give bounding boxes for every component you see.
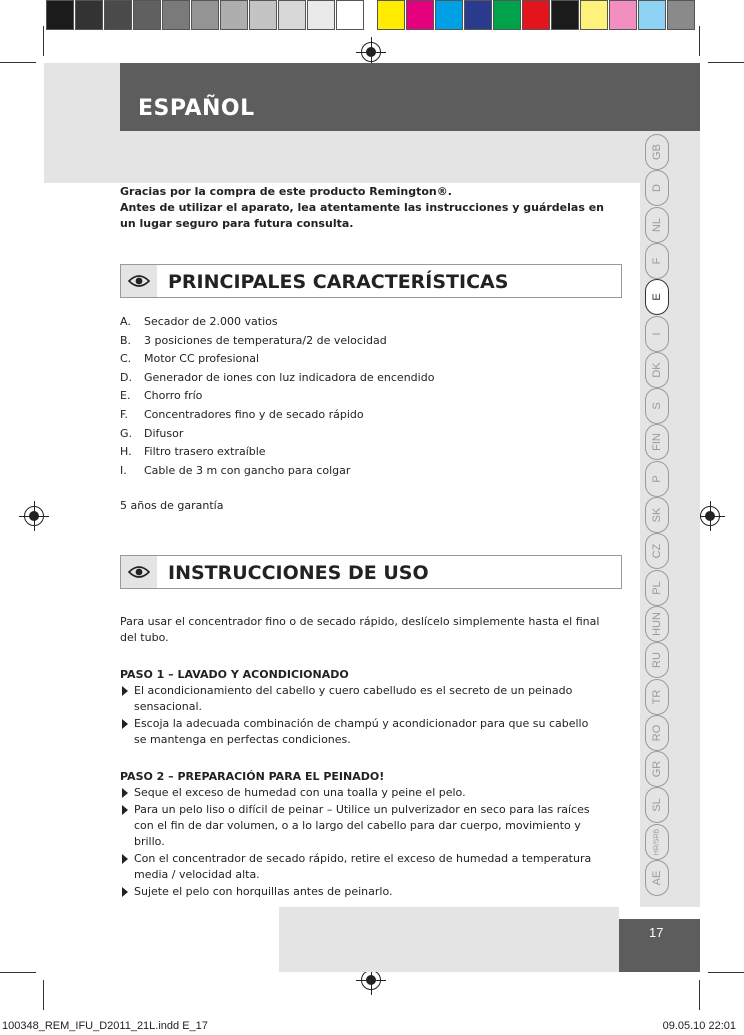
language-tab-s[interactable] [645,388,669,424]
bullet-text: Con el concentrador de secado rápido, retire el exceso de humedad a temperatura media / velocidad alta. [134,852,592,881]
section-header-instructions [120,555,622,589]
bullet-item [120,851,604,883]
feature-letter: C. [120,352,132,366]
feature-item [120,369,620,388]
language-tab-label: S [651,402,663,410]
feature-text: Motor CC profesional [144,352,260,366]
left-margin-band [44,63,120,183]
color-swatch [307,0,335,30]
crop-mark [43,980,44,1010]
language-tab-tr[interactable] [645,679,669,715]
section-icon-box [121,556,157,588]
bullet-item [120,683,604,715]
language-tab-dk[interactable] [645,352,669,388]
feature-list [120,313,620,480]
feature-letter: I. [120,463,127,477]
color-swatch [278,0,306,30]
bullet-text: Sujete el pelo con horquillas antes de peinarlo. [134,885,393,898]
section-header-features [120,264,622,298]
feature-text: Chorro frío [144,389,203,403]
language-tab-label: HUN [651,611,663,636]
bullet-item [120,716,604,748]
language-tab-i[interactable] [645,316,669,352]
language-tab-label: DK [651,362,663,378]
color-swatch [493,0,521,30]
bullet-item [120,802,604,850]
crop-mark [699,26,700,56]
language-tab-label: P [651,475,663,483]
registration-mark-icon [361,42,381,62]
feature-letter: D. [120,370,132,384]
color-swatch [133,0,161,30]
feature-letter: F. [120,407,129,421]
feature-text: Concentradores fino y de secado rápido [144,407,364,421]
color-swatch [522,0,550,30]
language-tab-p[interactable] [645,461,669,497]
color-swatch [638,0,666,30]
registration-mark-icon [24,506,44,526]
feature-item [120,462,620,481]
bullet-text: Para un pelo liso o difícil de peinar – Utilice un pulverizador en seco para las raíces con el fin de dar volumen, o a lo largo del cabello para dar cuerpo, movimiento y brillo. [134,803,590,848]
language-tab-label: GB [651,144,663,160]
language-tab-f[interactable] [645,243,669,279]
triangle-bullet-icon [122,686,128,696]
bullet-item [120,884,604,900]
crop-mark [43,26,44,56]
language-tab-label: FIN [651,433,663,452]
bullet-text: Escoja la adecuada combinación de champú y acondicionador para que su cabello se mantenga en perfectas condiciones. [134,717,589,746]
slug-file: 100348_REM_IFU_D2011_21L.indd E_17 [2,1020,208,1032]
slug-date: 09.05.10 22:01 [662,1020,736,1032]
step-bullets [120,683,604,748]
intro-warning: Antes de utilizar el aparato, lea atentamente las instrucciones y guárdelas en un lugar seguro para futura consulta. [120,201,604,230]
language-tab-label: SL [651,798,663,813]
step-2 [120,769,604,901]
feature-item [120,350,620,369]
language-tab-label: PL [651,580,663,595]
color-swatch [435,0,463,30]
language-tab-sl[interactable] [645,787,669,823]
language-tab-label: D [651,184,663,193]
language-tab-label: CZ [651,543,663,559]
feature-item [120,425,620,444]
feature-letter: G. [120,426,133,440]
feature-item [120,406,620,425]
bullet-text: Seque el exceso de humedad con una toalla y peine el pelo. [134,786,466,799]
language-tab-label: GR [651,760,663,778]
language-tab-hr-srb[interactable] [645,824,669,860]
header-sub-band [120,131,640,183]
page-number-box [619,919,700,972]
feature-item [120,332,620,351]
language-tab-label: I [651,331,663,336]
color-swatch [580,0,608,30]
step-bullets [120,785,604,900]
step-heading: PASO 2 – PREPARACIÓN PARA EL PEINADO! [120,770,385,783]
color-swatch [249,0,277,30]
eye-icon [128,565,150,579]
language-tab-ro[interactable] [645,715,669,751]
triangle-bullet-icon [122,719,128,729]
registration-mark-icon [361,970,381,990]
crop-mark [699,980,700,1010]
triangle-bullet-icon [122,854,128,864]
language-tab-label: HR/SRB [653,828,661,855]
language-tab-ru[interactable] [645,642,669,678]
feature-text: Difusor [144,426,184,440]
color-swatch [464,0,492,30]
language-tab-label: E [651,293,663,301]
section-title: PRINCIPALES CARACTERÍSTICAS [168,271,509,293]
crop-mark [708,972,744,973]
feature-letter: E. [120,389,131,403]
color-swatch [551,0,579,30]
feature-item [120,443,620,462]
color-swatch [336,0,364,30]
feature-text: Filtro trasero extraíble [144,445,266,459]
language-tab-gb[interactable] [645,134,669,170]
instructions-intro: Para usar el concentrador fino o de secado rápido, deslícelo simplemente hasta el final del tubo. [120,615,600,644]
feature-letter: B. [120,333,132,347]
warranty-text: 5 años de garantía [120,499,224,512]
feature-text: Secador de 2.000 vatios [144,315,278,328]
bullet-item [120,785,604,801]
page-number: 17 [649,925,664,940]
bullet-text: El acondicionamiento del cabello y cuero cabelludo es el secreto de un peinado sensacional. [134,684,573,713]
language-tab-e[interactable] [645,279,669,315]
page-title: ESPAÑOL [138,96,255,121]
color-swatch [104,0,132,30]
language-tab-nl[interactable] [645,207,669,243]
language-tab-label: RO [651,724,663,742]
language-tab-label: F [651,257,663,265]
feature-letter: A. [120,315,131,328]
color-swatch [377,0,405,30]
color-swatch [667,0,695,30]
section-icon-box [121,265,157,297]
color-swatch [162,0,190,30]
triangle-bullet-icon [122,887,128,897]
feature-letter: H. [120,445,132,459]
language-tab-label: NL [651,217,663,232]
language-tab-label: SK [651,507,663,523]
intro-thanks: Gracias por la compra de este producto Remington®. [120,185,452,198]
language-tab-hun[interactable] [645,606,669,642]
step-heading: PASO 1 – LAVADO Y ACONDICIONADO [120,668,349,681]
eye-icon [128,274,150,288]
feature-text: 3 posiciones de temperatura/2 de velocidad [144,333,387,347]
language-tab-label: TR [651,689,663,704]
step-1 [120,667,604,749]
language-tab-sk[interactable] [645,497,669,533]
feature-item [120,387,620,406]
feature-item [120,313,620,332]
footer-band [279,907,619,972]
triangle-bullet-icon [122,788,128,798]
language-tab-fin[interactable] [645,424,669,460]
crop-mark [0,62,36,63]
language-tab-label: RU [651,652,663,669]
color-swatch [46,0,74,30]
color-swatch [75,0,103,30]
language-tab-d[interactable] [645,170,669,206]
crop-mark [0,972,36,973]
registration-mark-icon [700,506,720,526]
language-tab-ae[interactable] [645,860,669,896]
intro-text [120,184,620,232]
feature-text: Generador de iones con luz indicadora de encendido [144,370,435,384]
language-tab-cz[interactable] [645,533,669,569]
language-tab-gr[interactable] [645,751,669,787]
color-swatch [220,0,248,30]
language-tab-label: AE [651,870,663,886]
feature-text: Cable de 3 m con gancho para colgar [144,463,351,477]
triangle-bullet-icon [122,805,128,815]
color-swatch [191,0,219,30]
crop-mark [708,62,744,63]
section-title: INSTRUCCIONES DE USO [168,562,429,584]
color-swatch [406,0,434,30]
color-swatch [609,0,637,30]
language-tab-pl[interactable] [645,570,669,606]
